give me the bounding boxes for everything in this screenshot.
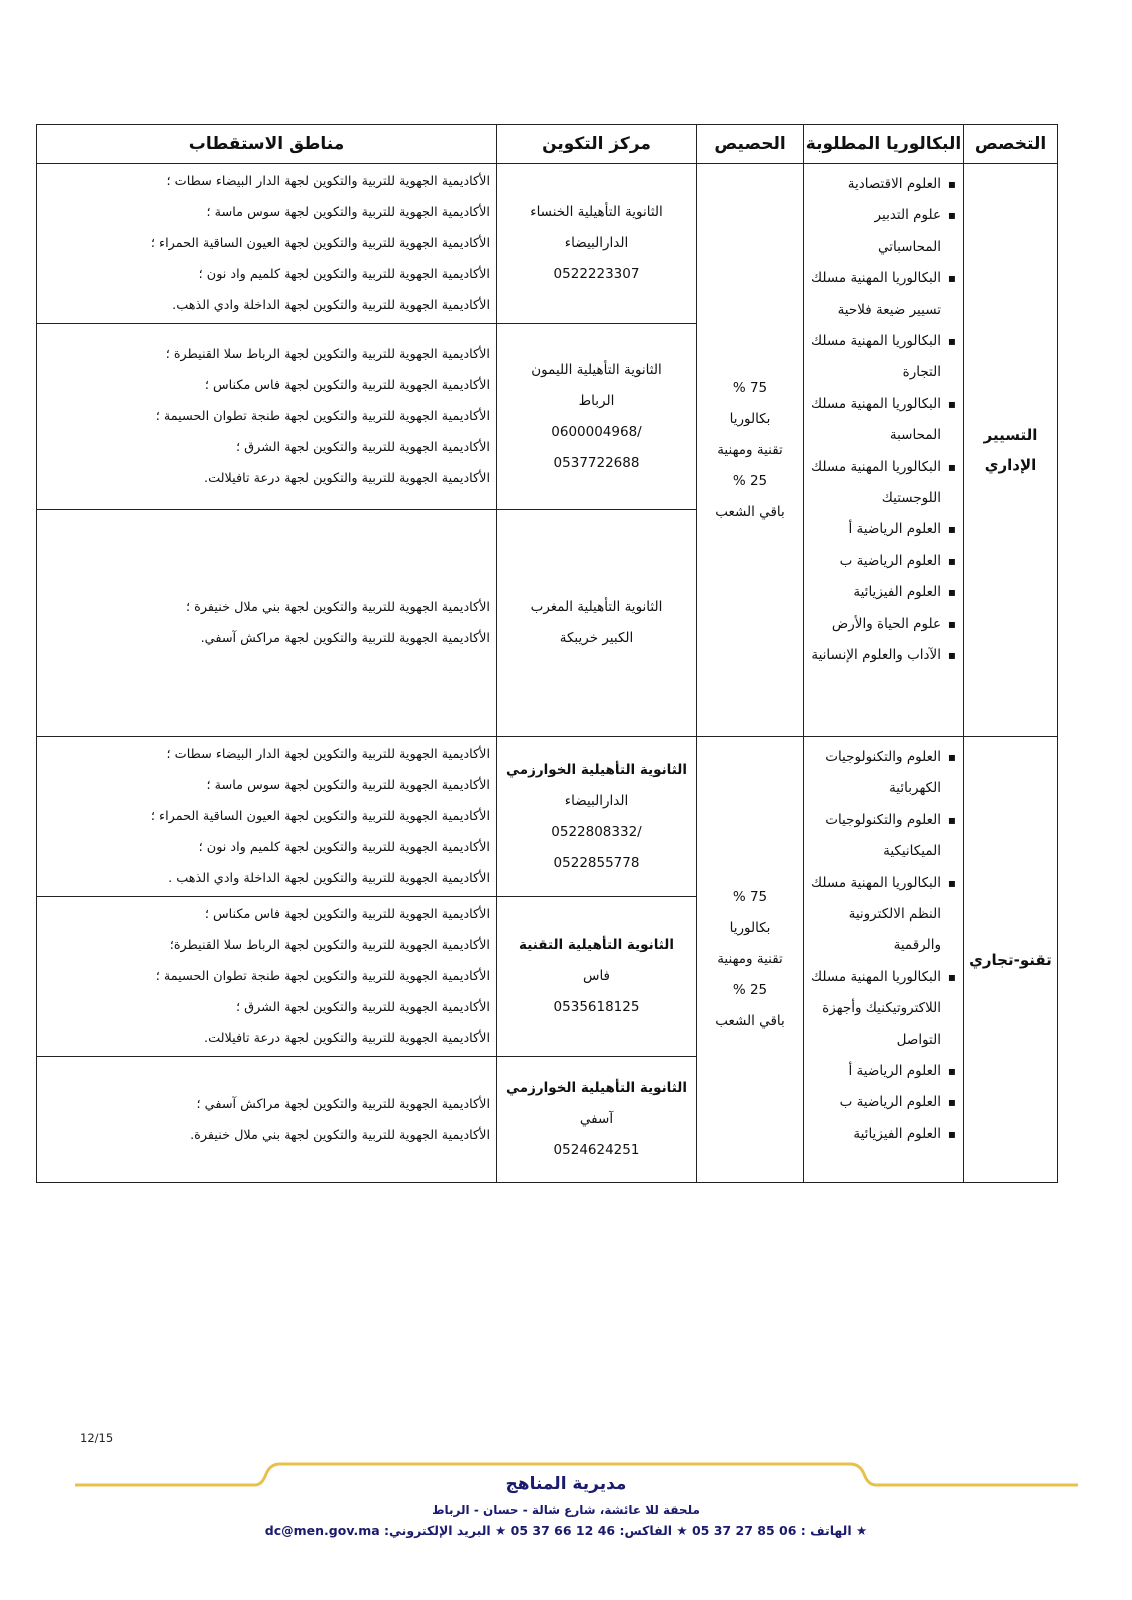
header-bac: البكالوريا المطلوبة xyxy=(804,125,964,164)
bac-item: ▪ البكالوريا المهنية مسلك اللوجستيك xyxy=(809,452,956,515)
zone-line: الأكاديمية الجهوية للتربية والتكوين لجهة بني ملال خنيفرة ؛ xyxy=(186,600,490,615)
center-line: 0524624251 xyxy=(553,1142,640,1158)
bac-list xyxy=(805,738,962,1152)
zone-line: الأكاديمية الجهوية للتربية والتكوين لجهة العيون الساقية الحمراء ؛ xyxy=(150,809,490,824)
bac-item: ▪ البكالوريا المهنية مسلك المحاسبة xyxy=(809,389,956,452)
quota-line: 75 % xyxy=(732,379,768,396)
zone-line: الأكاديمية الجهوية للتربية والتكوين لجهة سوس ماسة ؛ xyxy=(206,778,490,793)
center-line: 0537722688 xyxy=(553,454,640,471)
center-line: الرباط xyxy=(578,392,615,409)
bac-item: ▪ العلوم والتكنولوجيات الكهربائية xyxy=(809,742,956,805)
page-number: 12/15 xyxy=(80,1431,114,1445)
center-line: فاس xyxy=(582,968,611,984)
bac-item: ▪ البكالوريا المهنية مسلك اللاكتروتيكنيك وأجهزة التواصل xyxy=(809,962,956,1056)
table-body xyxy=(37,164,1058,1183)
zone-line: الأكاديمية الجهوية للتربية والتكوين لجهة مراكش آسفي ؛ xyxy=(196,1096,490,1112)
bac-item: ▪ الآداب والعلوم الإنسانية xyxy=(809,640,956,671)
bac-item: ▪ البكالوريا المهنية مسلك التجارة xyxy=(809,326,956,389)
bac-item: ▪ البكالوريا المهنية مسلك تسيير ضيعة فلاحية xyxy=(809,263,956,326)
quota-line: بكالوريا xyxy=(729,920,771,936)
quota-line: بكالوريا xyxy=(729,410,771,427)
specialty-line: التسيير xyxy=(983,426,1038,444)
zone-line: الأكاديمية الجهوية للتربية والتكوين لجهة مراكش آسفي. xyxy=(200,631,490,646)
center-line: 0522223307 xyxy=(553,266,640,282)
footer-address: ملحقة للا عائشة، شارع شالة - حسان - الرباط xyxy=(432,1503,700,1517)
footer-contact: ★ الهاتف : 06 85 27 37 05 ★ الفاكس: 46 12 66 37 05 ★ البريد الإلكتروني: dc@men.gov.ma xyxy=(264,1523,868,1538)
zone-line: الأكاديمية الجهوية للتربية والتكوين لجهة الداخلة وادي الذهب. xyxy=(172,298,490,313)
bac-item: ▪ العلوم الرياضية ب xyxy=(809,546,956,577)
table-row xyxy=(37,164,1058,324)
bac-list xyxy=(805,165,962,674)
zone-line: الأكاديمية الجهوية للتربية والتكوين لجهة فاس مكناس ؛ xyxy=(204,907,490,922)
zone-line: الأكاديمية الجهوية للتربية والتكوين لجهة الدار البيضاء سطات ؛ xyxy=(166,174,490,189)
training-center-cell xyxy=(497,510,697,737)
zone-line: الأكاديمية الجهوية للتربية والتكوين لجهة الشرق ؛ xyxy=(236,440,490,455)
center-line: الثانوية التأهيلية الخوارزمي xyxy=(506,761,687,778)
zone-line: الأكاديمية الجهوية للتربية والتكوين لجهة طنجة تطوان الحسيمة ؛ xyxy=(155,409,490,424)
bac-item: ▪ العلوم الرياضية أ xyxy=(809,1056,956,1087)
zones-cell xyxy=(37,737,497,897)
zones-cell xyxy=(37,164,497,324)
bac-item: ▪ علوم الحياة والأرض xyxy=(809,609,956,640)
zone-line: الأكاديمية الجهوية للتربية والتكوين لجهة طنجة تطوان الحسيمة ؛ xyxy=(155,969,490,984)
center-line: الثانوية التأهيلية الخنساء xyxy=(530,204,663,220)
zone-line: الأكاديمية الجهوية للتربية والتكوين لجهة بني ملال خنيفرة. xyxy=(190,1127,490,1143)
quota-line: باقي الشعب xyxy=(715,1013,785,1029)
quota-cell xyxy=(697,164,804,737)
bac-item: ▪ البكالوريا المهنية مسلك النظم الالكترونية والرقمية xyxy=(809,868,956,962)
zone-line: الأكاديمية الجهوية للتربية والتكوين لجهة الرباط سلا القنيطرة؛ xyxy=(169,938,490,953)
training-center-cell xyxy=(497,164,697,324)
footer xyxy=(0,1462,1132,1600)
zones-cell xyxy=(37,897,497,1057)
bac-item: ▪ العلوم الاقتصادية xyxy=(809,169,956,200)
quota-line: تقنية ومهنية xyxy=(717,951,783,967)
zone-line: الأكاديمية الجهوية للتربية والتكوين لجهة كلميم واد نون ؛ xyxy=(198,840,490,855)
zone-line: الأكاديمية الجهوية للتربية والتكوين لجهة درعة تافيلالت. xyxy=(204,471,490,486)
center-line: الثانوية التأهيلية الليمون xyxy=(531,361,662,378)
center-line: آسفي xyxy=(579,1111,614,1127)
orientation-table xyxy=(36,124,1058,1183)
center-line: 0535618125 xyxy=(553,999,640,1015)
bac-item: ▪ علوم التدبير المحاسباتي xyxy=(809,200,956,263)
quota-line: باقي الشعب xyxy=(715,503,785,520)
zone-line: الأكاديمية الجهوية للتربية والتكوين لجهة الدار البيضاء سطات ؛ xyxy=(166,747,490,762)
zones-cell xyxy=(37,1057,497,1183)
specialty-line: تقنو-تجاري xyxy=(969,950,1052,969)
training-center-cell xyxy=(497,737,697,897)
bac-cell xyxy=(804,164,964,737)
header-center: مركز التكوين xyxy=(497,125,697,164)
training-center-cell xyxy=(497,324,697,510)
center-line: /0600004968 xyxy=(551,423,642,440)
specialty-cell xyxy=(964,164,1058,737)
header-zones: مناطق الاستقطاب xyxy=(37,125,497,164)
center-line: الثانوية التأهيلية الخوارزمي xyxy=(506,1080,687,1096)
specialty-cell xyxy=(964,737,1058,1183)
bac-cell xyxy=(804,737,964,1183)
zone-line: الأكاديمية الجهوية للتربية والتكوين لجهة الداخلة وادي الذهب . xyxy=(168,871,490,886)
zone-line: الأكاديمية الجهوية للتربية والتكوين لجهة الرباط سلا القنيطرة ؛ xyxy=(165,347,490,362)
center-line: /0522808332 xyxy=(551,823,642,840)
header-specialty: التخصص xyxy=(964,125,1058,164)
table-header-row xyxy=(37,125,1058,164)
bac-item: ▪ العلوم الرياضية ب xyxy=(809,1087,956,1118)
quota-line: 25 % xyxy=(732,982,768,998)
zones-cell xyxy=(37,510,497,737)
table-row xyxy=(37,737,1058,897)
center-line: الثانوية التأهيلية التقنية xyxy=(519,937,674,953)
header-quota: الحصيص xyxy=(697,125,804,164)
bac-item: ▪ العلوم الفيزيائية xyxy=(809,577,956,608)
training-center-cell xyxy=(497,1057,697,1183)
bac-item: ▪ العلوم والتكنولوجيات الميكانيكية xyxy=(809,805,956,868)
zone-line: الأكاديمية الجهوية للتربية والتكوين لجهة العيون الساقية الحمراء ؛ xyxy=(150,236,490,251)
zone-line: الأكاديمية الجهوية للتربية والتكوين لجهة كلميم واد نون ؛ xyxy=(198,267,490,282)
bac-item: ▪ العلوم الفيزيائية xyxy=(809,1119,956,1150)
zones-cell xyxy=(37,324,497,510)
footer-title: مديرية المناهج xyxy=(505,1474,627,1494)
quota-line: 25 % xyxy=(732,472,768,489)
center-line: الدارالبيضاء xyxy=(564,235,629,251)
bac-item: ▪ العلوم الرياضية أ xyxy=(809,514,956,545)
specialty-line: الإداري xyxy=(984,456,1037,474)
zone-line: الأكاديمية الجهوية للتربية والتكوين لجهة درعة تافيلالت. xyxy=(204,1031,490,1046)
center-line: الدارالبيضاء xyxy=(564,792,629,809)
center-line: الثانوية التأهيلية المغرب xyxy=(530,599,663,615)
center-line: الكبير خريبكة xyxy=(559,630,634,646)
zone-line: الأكاديمية الجهوية للتربية والتكوين لجهة الشرق ؛ xyxy=(236,1000,490,1015)
quota-line: 75 % xyxy=(732,889,768,905)
quota-line: تقنية ومهنية xyxy=(717,441,783,458)
quota-cell xyxy=(697,737,804,1183)
center-line: 0522855778 xyxy=(553,854,640,871)
zone-line: الأكاديمية الجهوية للتربية والتكوين لجهة فاس مكناس ؛ xyxy=(204,378,490,393)
training-center-cell xyxy=(497,897,697,1057)
zone-line: الأكاديمية الجهوية للتربية والتكوين لجهة سوس ماسة ؛ xyxy=(206,205,490,220)
